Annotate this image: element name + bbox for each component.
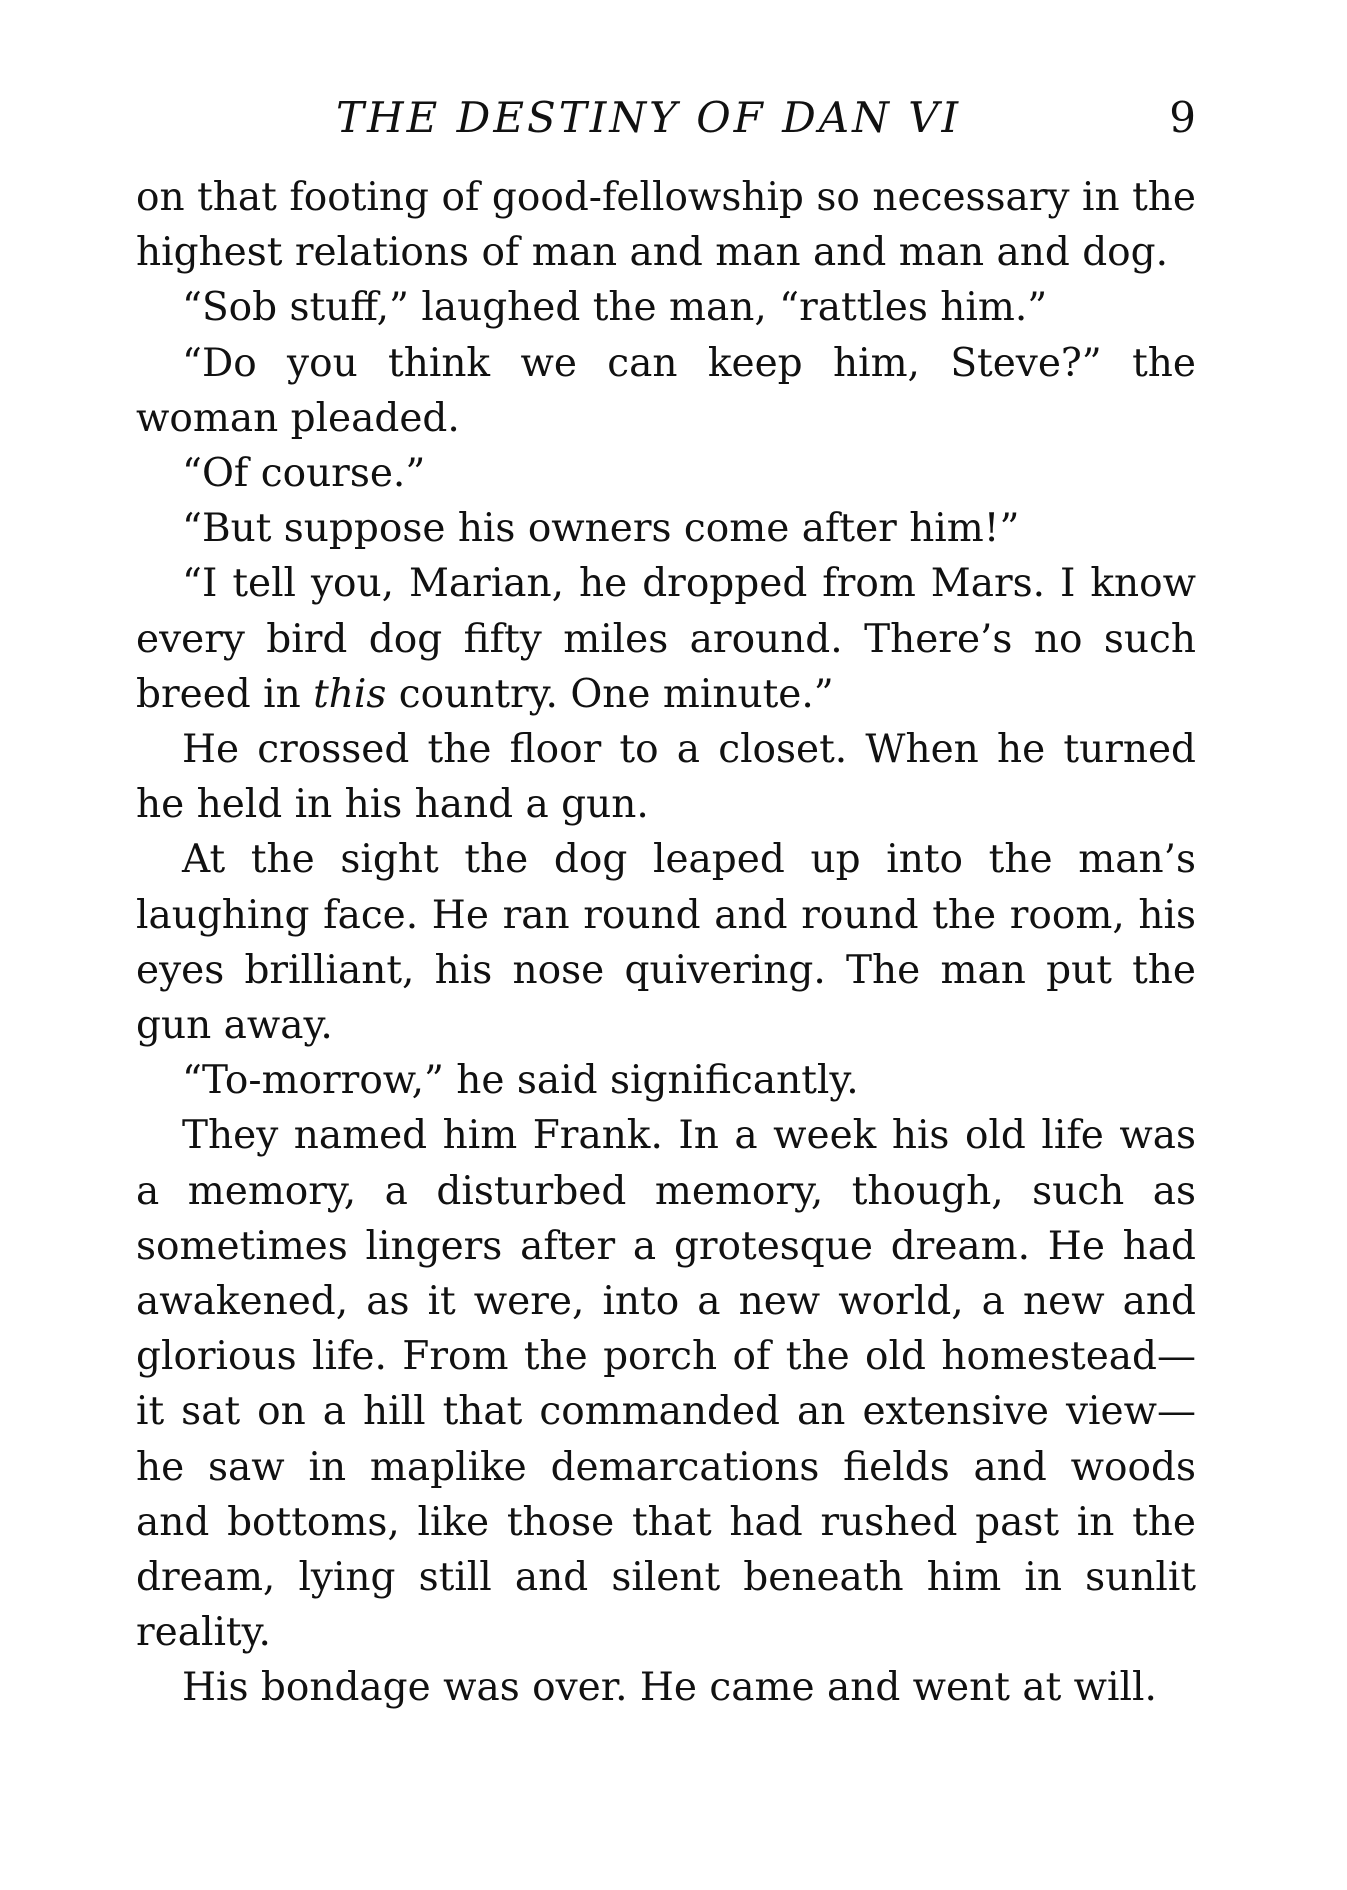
paragraph: His bondage was over. He came and went at will.: [182, 1665, 1157, 1711]
paragraph: [136, 556, 1196, 722]
body-text: [136, 170, 1196, 1716]
paragraph-text: country. One minute.”: [386, 671, 834, 717]
paragraph: At the sight the dog leaped up into the man’s laughing face. He ran round and round the room, his eyes brilliant, his nose quivering. The man put the gun away.: [136, 837, 1196, 1049]
paragraph: “But suppose his owners come after him!”: [182, 506, 1020, 552]
paragraph: “Do you think we can keep him, Steve?” the woman pleaded.: [136, 340, 1196, 441]
paragraph-text: “I tell you, Marian, he dropped from Mars. I know every bird dog fifty miles around. There’s no such breed in: [136, 561, 1196, 717]
running-title: THE DESTINY OF DAN VI: [336, 93, 962, 142]
paragraph: He crossed the floor to a closet. When he turned he held in his hand a gun.: [136, 727, 1196, 828]
paragraph: “Of course.”: [182, 451, 426, 497]
paragraph: “Sob stuff,” laughed the man, “rattles him.”: [182, 285, 1048, 331]
running-head: [136, 88, 1196, 148]
paragraph: on that footing of good-fellowship so necessary in the highest relations of man and man and man and dog.: [136, 175, 1196, 276]
emphasis-word: this: [313, 671, 387, 717]
paragraph: They named him Frank. In a week his old life was a memory, a disturbed memory, though, such as sometimes lingers after a grotesque dream. He had awakened, as it were, into a new world, a new and glorious life. From the porch of the old homestead—it sat on a hill that commanded an extensive view—he saw in maplike demarcations fields and woods and bottoms, like those that had rushed past in the dream, lying still and silent beneath him in sunlit reality.: [136, 1113, 1196, 1656]
page-number: 9: [1169, 93, 1196, 142]
paragraph: “To-morrow,” he said significantly.: [182, 1058, 859, 1104]
